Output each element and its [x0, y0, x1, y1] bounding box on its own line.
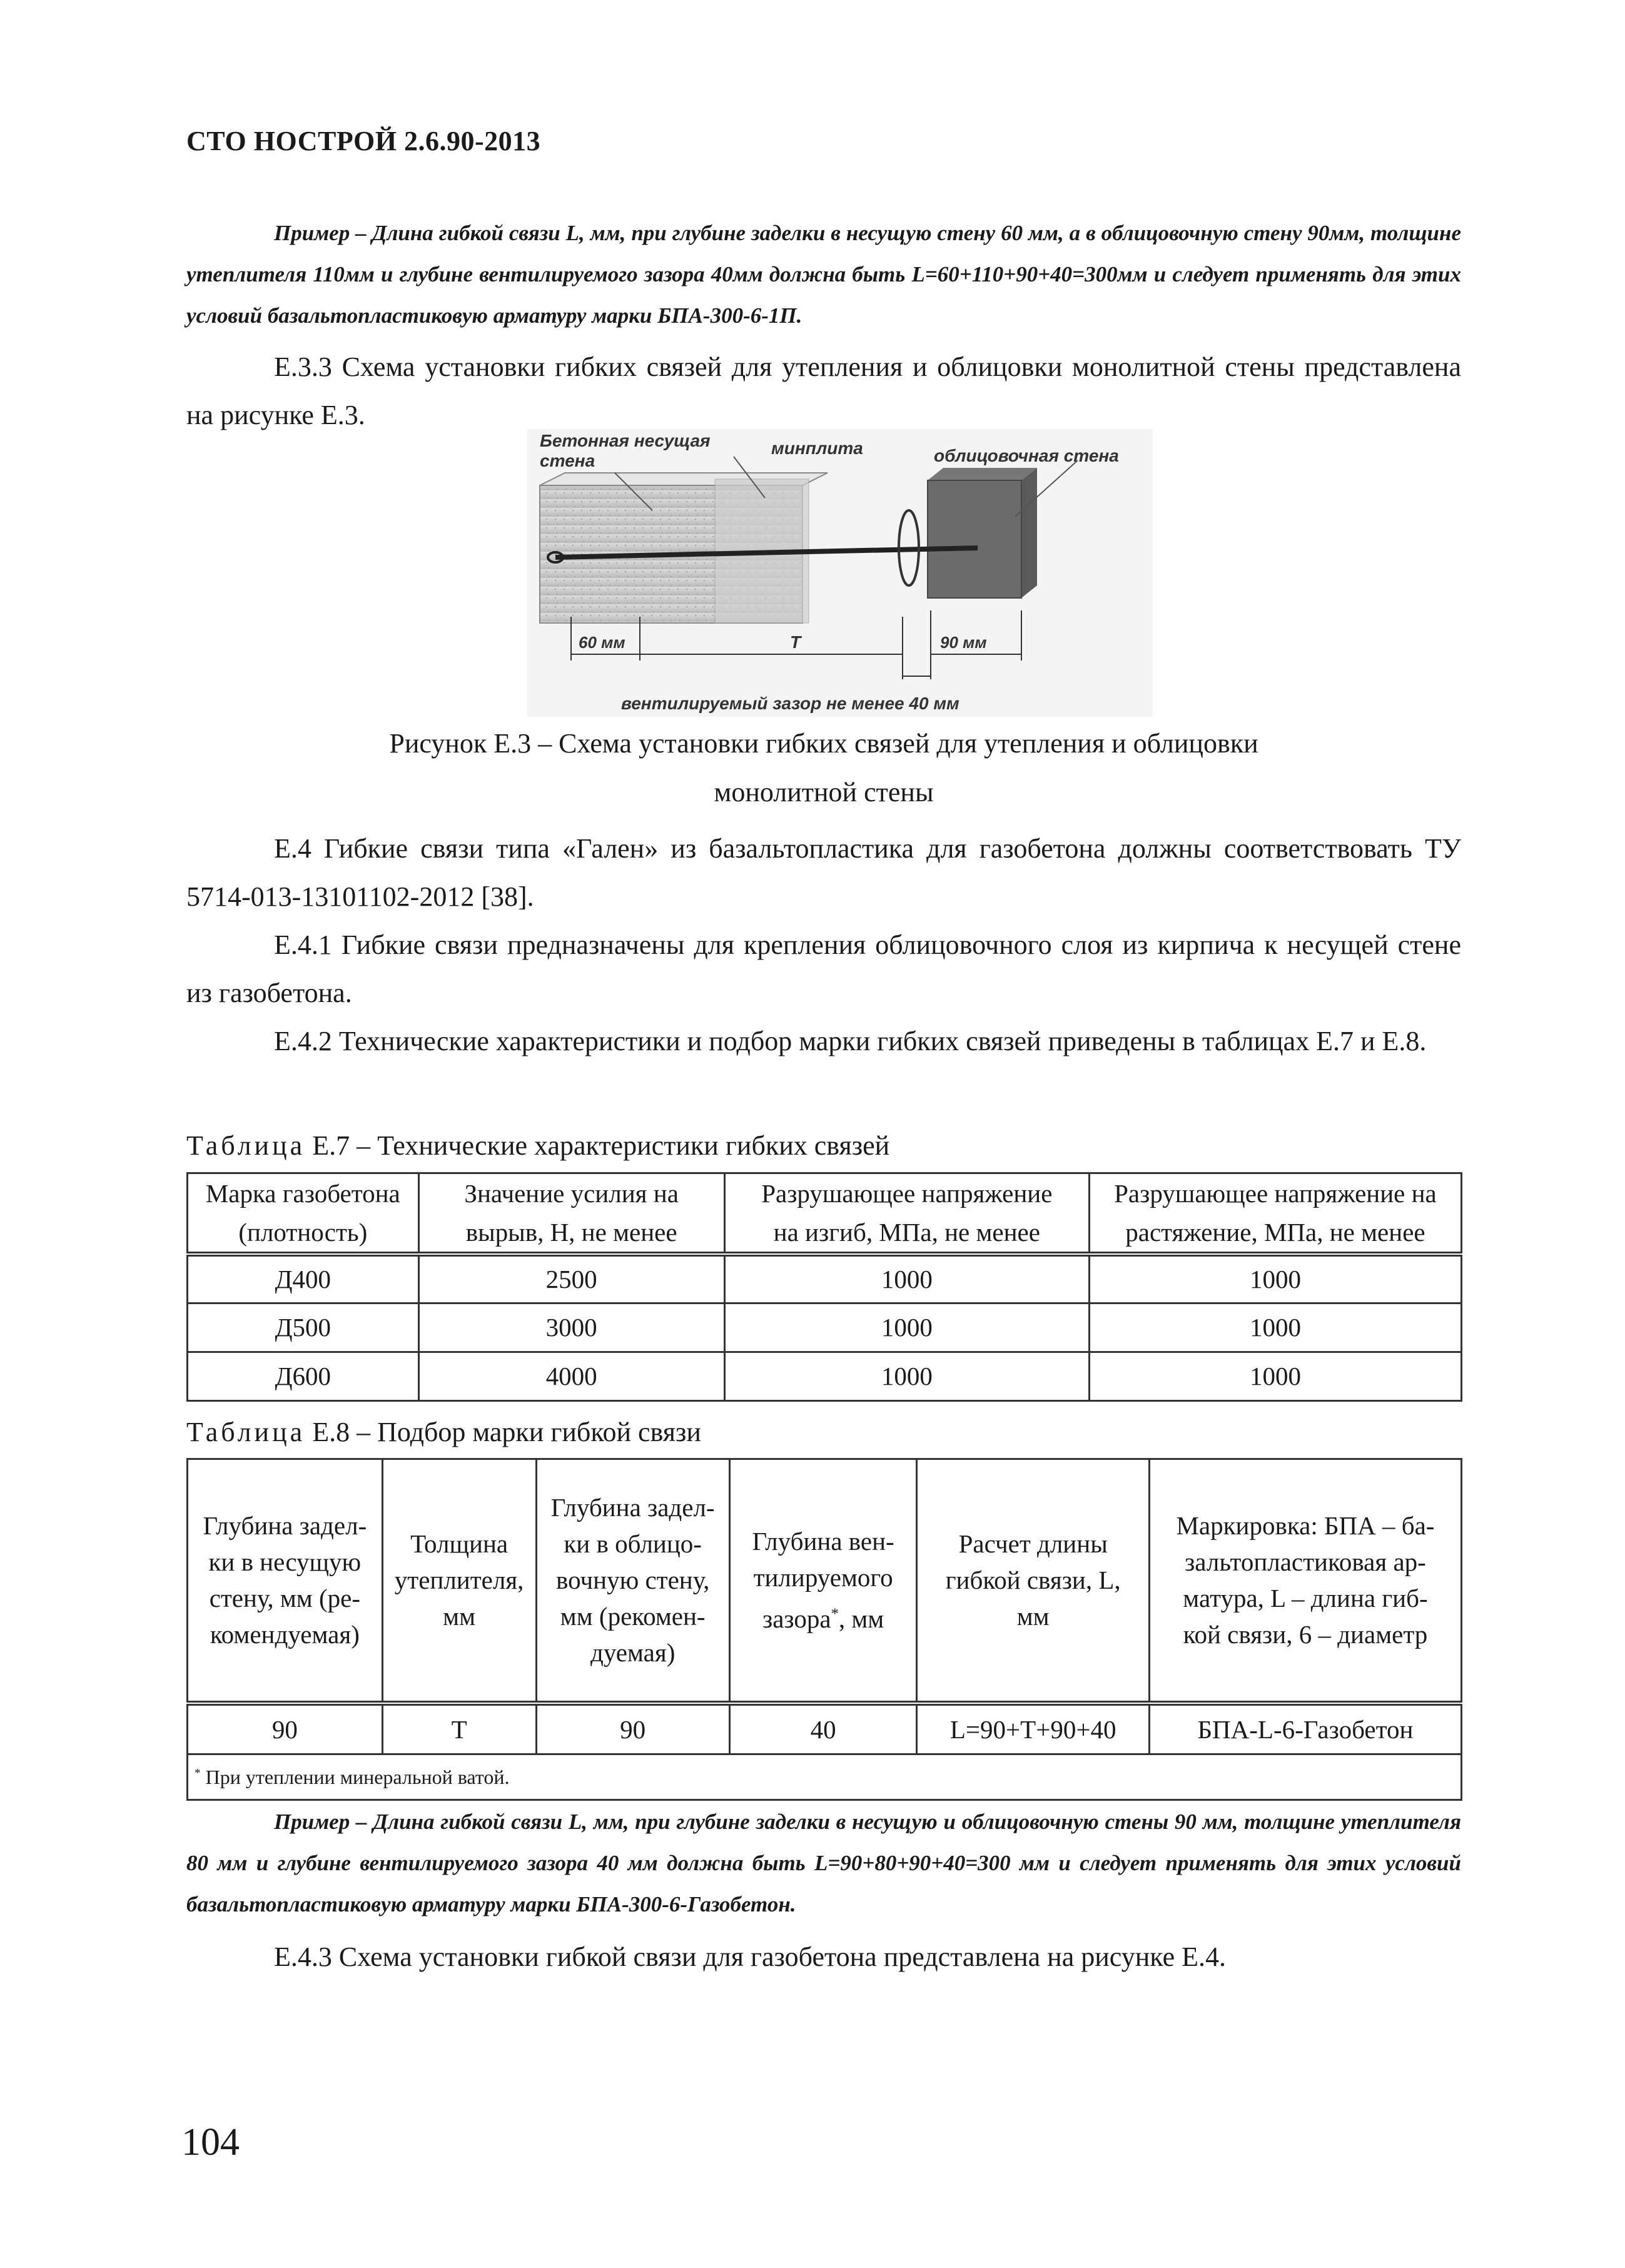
table7-caption-title: Е.7 – Технические характеристики гибких связей	[305, 1130, 890, 1161]
table-cell: Д600	[188, 1352, 419, 1400]
figure-e3-drawing	[527, 429, 1153, 717]
label-facing: облицовочная стена	[934, 446, 1119, 465]
dim-label-90: 90 мм	[940, 633, 987, 652]
table-cell: 40	[729, 1703, 917, 1754]
table8-caption-title: Е.8 – Подбор марки гибкой связи	[305, 1417, 701, 1447]
label-wall-line2: стена	[540, 451, 595, 470]
facing-wall	[928, 480, 1021, 598]
table8-caption	[186, 1416, 701, 1448]
table-e8	[186, 1458, 1462, 1801]
table-cell: 1000	[1089, 1254, 1461, 1303]
t7-header-bending: Разрушающее напряжение на изгиб, МПа, не менее	[724, 1173, 1089, 1255]
figure-caption-line2: монолитной стены	[714, 777, 934, 807]
table-row	[188, 1352, 1462, 1400]
example-paragraph-2: Пример – Длина гибкой связи L, мм, при глубине заделки в несущую и облицовочную стены 90 мм, толщине утеплителя 80 мм и глубине вентилируемого зазора 40 мм должна быть L=90+80+90+40=300 мм и следует применять для этих условий базальтопластиковую арматуру марки БПА-300-6-Газобетон.	[186, 1810, 1461, 1916]
table-cell: 1000	[724, 1303, 1089, 1352]
table7-caption	[186, 1130, 889, 1162]
t8-header-wall-depth: Глубина задел- ки в несущую стену, мм (ре- комендуемая)	[188, 1459, 383, 1703]
figure-e3	[527, 429, 1153, 717]
table7-caption-word: Таблица	[186, 1130, 306, 1161]
table-cell: 1000	[724, 1352, 1089, 1400]
dim-label-t: Т	[790, 632, 801, 652]
t7-header-tension: Разрушающее напряжение на растяжение, МПа, не менее	[1089, 1173, 1461, 1255]
label-insulation: минплита	[771, 438, 863, 458]
dim-label-60: 60 мм	[579, 633, 625, 652]
table-cell: 1000	[1089, 1352, 1461, 1400]
table-cell: 1000	[1089, 1303, 1461, 1352]
table-cell: 90	[188, 1703, 383, 1754]
table-row	[188, 1303, 1462, 1352]
label-wall-line1: Бетонная несущая	[540, 431, 711, 450]
paragraph-e41: Е.4.1 Гибкие связи предназначены для крепления облицовочного слоя из кирпича к несущей стене из газобетона.	[186, 929, 1461, 1008]
table-cell: Т	[382, 1703, 536, 1754]
table-row	[188, 1254, 1462, 1303]
table-cell: 90	[536, 1703, 729, 1754]
t8-header-gap: Глубина вен- тилируемого зазора*, мм	[729, 1459, 917, 1703]
facing-wall-top	[928, 468, 1037, 480]
table8-caption-word: Таблица	[186, 1417, 306, 1447]
figure-caption-line1: Рисунок Е.3 – Схема установки гибких связей для утепления и облицовки	[389, 728, 1258, 759]
table-cell: 4000	[418, 1352, 724, 1400]
table-cell: Д500	[188, 1303, 419, 1352]
table8-footnote: * При утеплении минеральной ватой.	[188, 1754, 1462, 1800]
paragraph-e43: Е.4.3 Схема установки гибкой связи для газобетона представлена на рисунке Е.4.	[274, 1941, 1226, 1972]
facing-wall-side	[1021, 468, 1037, 598]
document-header: СТО НОСТРОЙ 2.6.90-2013	[186, 126, 541, 156]
table-e7	[186, 1172, 1462, 1402]
example-paragraph-1: Пример – Длина гибкой связи L, мм, при глубине заделки в несущую стену 60 мм, а в облицовочную стену 90мм, толщине утеплителя 110мм и глубине вентилируемого зазора 40мм должна быть L=60+110+90+40=300мм и следует применять для этих условий базальтопластиковую арматуру марки БПА-300-6-1П.	[186, 221, 1461, 328]
table-cell: 3000	[418, 1303, 724, 1352]
table-cell: 2500	[418, 1254, 724, 1303]
table-cell: БПА-L-6-Газобетон	[1149, 1703, 1461, 1754]
table-cell: Д400	[188, 1254, 419, 1303]
table-cell: 1000	[724, 1254, 1089, 1303]
page-number: 104	[181, 2121, 240, 2164]
t8-header-length: Расчет длины гибкой связи, L, мм	[917, 1459, 1149, 1703]
paragraph-e42: Е.4.2 Технические характеристики и подбор марки гибких связей приведены в таблицах Е.7 и Е.8.	[274, 1026, 1427, 1056]
t7-header-pullout: Значение усилия на вырыв, Н, не менее	[418, 1173, 724, 1255]
paragraph-e33: Е.3.3 Схема установки гибких связей для утепления и облицовки монолитной стены представлена на рисунке Е.3.	[186, 352, 1461, 430]
t8-header-facing-depth: Глубина задел- ки в облицо- вочную стену, мм (рекомен- дуемая)	[536, 1459, 729, 1703]
label-gap: вентилируемый зазор не менее 40 мм	[621, 694, 959, 713]
t8-header-insulation: Толщина утеплителя, мм	[382, 1459, 536, 1703]
t7-header-grade: Марка газобетона (плотность)	[188, 1173, 419, 1255]
paragraph-e4: Е.4 Гибкие связи типа «Гален» из базальтопластика для газобетона должны соответствовать ТУ 5714-013-13101102-2012 [38].	[186, 833, 1461, 912]
table-cell: L=90+Т+90+40	[917, 1703, 1149, 1754]
table-row	[188, 1703, 1462, 1754]
t8-header-marking: Маркировка: БПА – ба- зальтопластиковая ар- матура, L – длина гиб- кой связи, 6 – диаметр	[1149, 1459, 1461, 1703]
